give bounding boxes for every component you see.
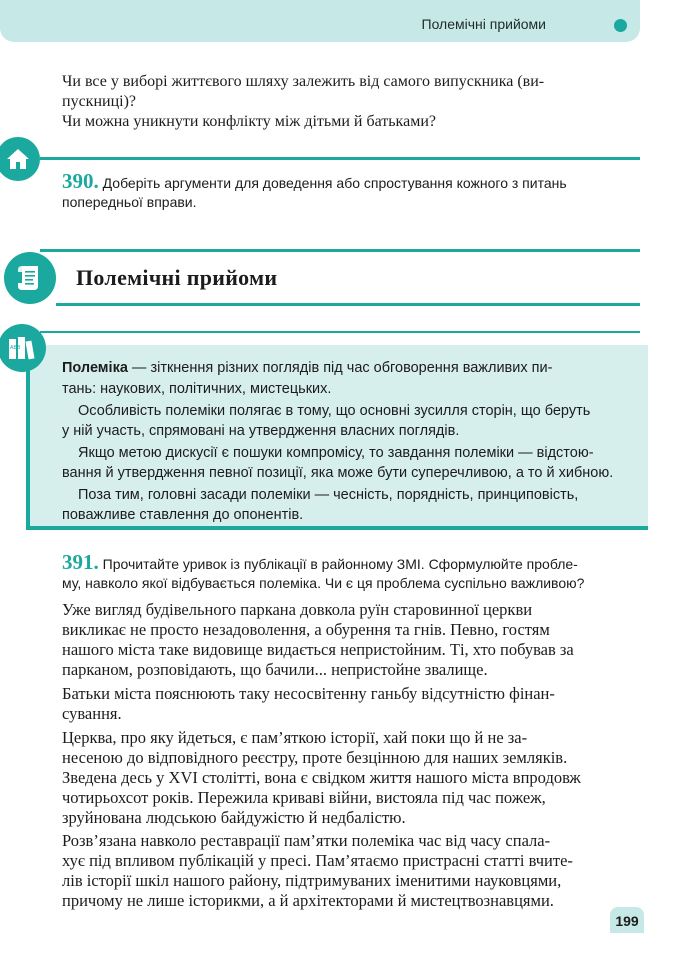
question-line: пускниці)? bbox=[62, 93, 136, 110]
text-line: причому не лише історикми, а й архітекторами й мистецтвознавцями. bbox=[62, 891, 554, 910]
text-line: парканом, розповідають, що бачили... непристойне звалище. bbox=[62, 660, 488, 679]
text-line: несеною до відповідного реєстру, проте безцінною для наших земляків. bbox=[62, 748, 568, 767]
header-dot-icon bbox=[614, 19, 627, 32]
text-line: чотирьохсот років. Пережила криваві війни, вистояла під час пожеж, bbox=[62, 788, 546, 807]
exercise-390 bbox=[62, 169, 640, 193]
text-line: викликає не просто незадоволення, а обурення та гнів. Певно, гостям bbox=[62, 620, 550, 639]
exercise-text: му, навколо якої відбувається полеміка. Чи є ця проблема суспільно важливою? bbox=[62, 575, 585, 591]
text-line: лів історії шкіл нашого району, підтримуваних іменитими науковцями, bbox=[62, 871, 562, 890]
definition-line: Поза тим, головні засади полеміки — чесність, порядність, принциповість, bbox=[78, 487, 579, 503]
text-line: сування. bbox=[62, 704, 122, 723]
definition-text: — зіткнення різних поглядів під час обговорення важливих пи- bbox=[127, 360, 553, 376]
definition-line: тань: наукових, політичних, мистецьких. bbox=[62, 381, 332, 397]
section-rule bbox=[40, 249, 640, 252]
scroll-icon bbox=[4, 252, 56, 304]
home-icon bbox=[0, 137, 40, 181]
exercise-391 bbox=[62, 550, 640, 574]
exercise-text: попередньої вправи. bbox=[62, 194, 197, 210]
section-rule bbox=[40, 157, 640, 160]
running-header-title: Полемічні прийоми bbox=[421, 16, 546, 32]
text-line: зруйнована людською байдужістю й недбалістю. bbox=[62, 808, 406, 827]
exercise-number: 391. bbox=[62, 550, 99, 574]
section-rule bbox=[40, 331, 640, 333]
svg-text:АБВ: АБВ bbox=[10, 345, 21, 351]
text-line: хує під впливом публікацій у пресі. Пам’ятаємо пристрасні статті вчите- bbox=[62, 851, 573, 870]
running-header bbox=[0, 0, 640, 42]
text-line: Уже вигляд будівельного паркана довкола руїн старовинної церкви bbox=[62, 600, 533, 619]
section-title: Полемічні прийоми bbox=[76, 265, 278, 290]
definition-line: вання й утвердження певної позиції, яка може бути суперечливою, а то й хибною. bbox=[62, 465, 614, 481]
text-line: Розв’язана навколо реставрації пам’ятки полеміка час від часу спала- bbox=[62, 831, 551, 850]
books-icon bbox=[0, 324, 46, 372]
text-line: Зведена десь у XVI столітті, вона є свідком життя нашого міста впродовж bbox=[62, 768, 581, 787]
page-number: 199 bbox=[610, 907, 644, 933]
definition-term: Полеміка bbox=[62, 360, 128, 376]
definition-line: у ній участь, спрямовані на утвердження власних поглядів. bbox=[62, 423, 460, 439]
definition-line: Якщо метою дискусії є пошуки компромісу, то завдання полеміки — відстою- bbox=[78, 445, 594, 461]
text-line: нашого міста таке видовище видається непристойним. Ті, хто побував за bbox=[62, 640, 574, 659]
definition-line: поважливе ставлення до опонентів. bbox=[62, 507, 304, 523]
definition-line: Особливість полеміки полягає в тому, що основні зусилля сторін, що беруть bbox=[78, 403, 591, 419]
section-rule bbox=[56, 303, 640, 306]
definition-line bbox=[62, 358, 640, 378]
exercise-text: Прочитайте уривок із публікації в районному ЗМІ. Сформулюйте пробле- bbox=[102, 556, 578, 572]
text-line: Церква, про яку йдеться, є пам’яткою історії, хай поки що й не за- bbox=[62, 728, 528, 747]
exercise-text: Доберіть аргументи для доведення або спростування кожного з питань bbox=[102, 175, 567, 191]
question-line: Чи все у виборі життєвого шляху залежить від самого випускника (ви- bbox=[62, 73, 545, 90]
text-line: Батьки міста пояснюють таку несосвітенну ганьбу відсутністю фінан- bbox=[62, 684, 555, 703]
question-line: Чи можна уникнути конфлікту між дітьми й батьками? bbox=[62, 113, 436, 130]
exercise-number: 390. bbox=[62, 169, 99, 193]
